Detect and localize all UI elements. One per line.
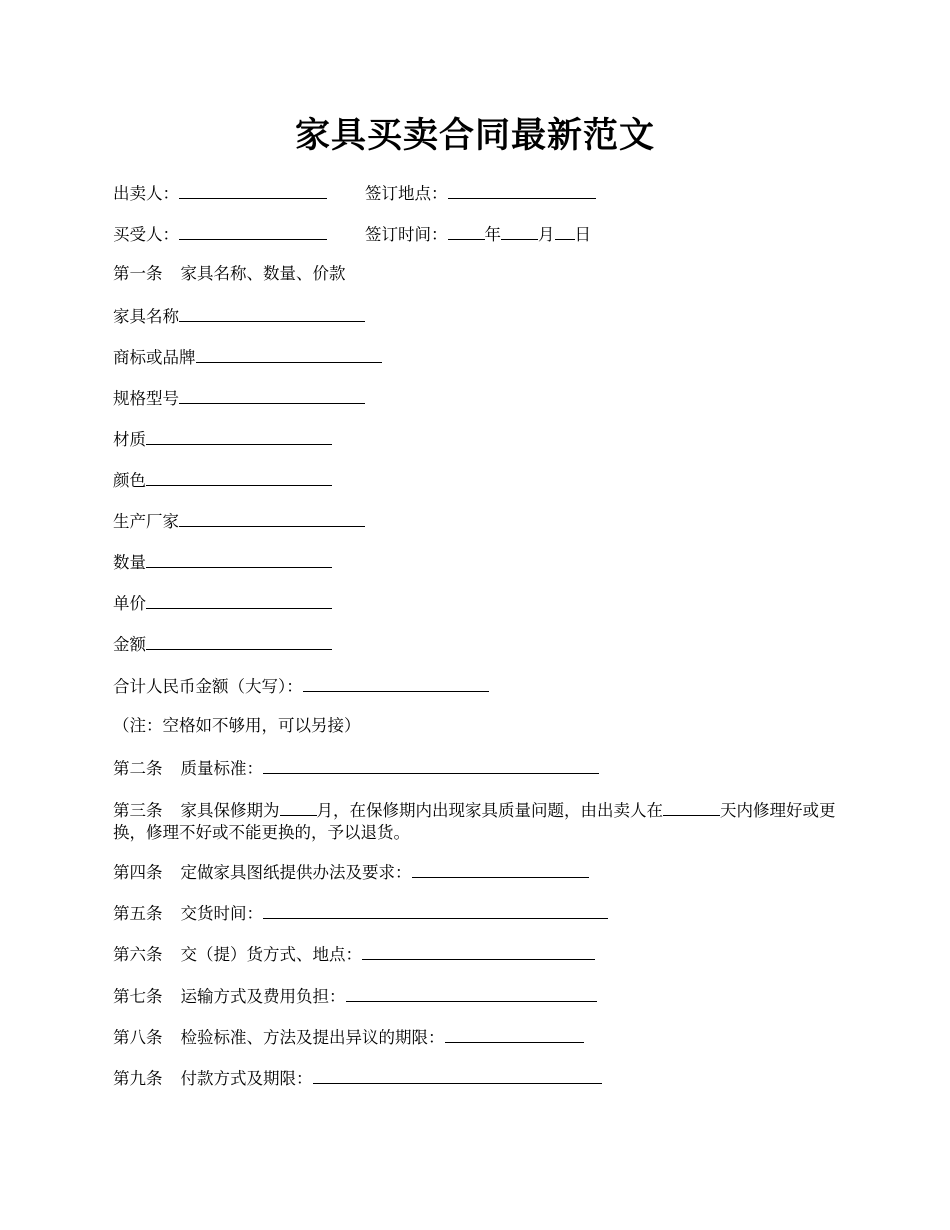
- field-blank: [179, 509, 365, 527]
- field-unit-price: [113, 591, 332, 615]
- article-blank: [445, 1025, 584, 1043]
- field-color: [113, 468, 332, 492]
- seller-label: 出卖人：: [113, 184, 179, 203]
- article-2: [113, 756, 599, 780]
- article-5: [113, 901, 608, 925]
- article-number: 第三条: [113, 801, 163, 820]
- article-blank: [263, 901, 608, 919]
- article-text: 家具保修期为: [180, 801, 280, 820]
- article-text: 天内修理好或更换，修理不好或不能更换的，予以退货。: [113, 801, 836, 842]
- field-label: 金额: [113, 635, 146, 654]
- article-blank: [313, 1066, 602, 1084]
- field-label: 规格型号: [113, 389, 179, 408]
- field-spec: [113, 386, 365, 410]
- field-blank: [146, 632, 332, 650]
- month-blank: [501, 222, 538, 240]
- seller-blank: [179, 181, 327, 199]
- field-blank: [146, 427, 332, 445]
- article-blank: [362, 942, 595, 960]
- article-1-heading: [113, 263, 346, 285]
- buyer-row: [113, 222, 591, 246]
- article-text: 交（提）货方式、地点：: [180, 945, 362, 964]
- warranty-months-blank: [280, 798, 317, 816]
- article-text: 运输方式及费用负担：: [180, 987, 346, 1006]
- field-quantity: [113, 550, 332, 574]
- article-number: 第一条: [113, 264, 163, 283]
- field-label: 商标或品牌: [113, 348, 196, 367]
- article-9: [113, 1066, 602, 1090]
- field-label: 数量: [113, 553, 146, 572]
- field-label: 单价: [113, 594, 146, 613]
- article-text: 交货时间：: [180, 904, 263, 923]
- article-7: [113, 984, 597, 1008]
- note-row: （注：空格如不够用，可以另接）: [113, 716, 361, 735]
- article-number: 第九条: [113, 1069, 163, 1088]
- article-text: 定做家具图纸提供办法及要求：: [180, 863, 412, 882]
- article-6: [113, 942, 595, 966]
- article-text: 质量标准：: [180, 759, 263, 778]
- article-number: 第五条: [113, 904, 163, 923]
- field-label: 家具名称: [113, 307, 179, 326]
- article-number: 第六条: [113, 945, 163, 964]
- article-number: 第七条: [113, 987, 163, 1006]
- sign-place-label: 签订地点：: [365, 184, 448, 203]
- article-title: 家具名称、数量、价款: [180, 264, 346, 283]
- year-blank: [448, 222, 485, 240]
- article-number: 第二条: [113, 759, 163, 778]
- article-number: 第四条: [113, 863, 163, 882]
- field-label: 材质: [113, 430, 146, 449]
- year-label: 年: [484, 225, 501, 244]
- article-3: [113, 798, 843, 844]
- buyer-label: 买受人：: [113, 225, 179, 244]
- field-blank: [146, 468, 332, 486]
- field-blank: [146, 591, 332, 609]
- article-number: 第八条: [113, 1028, 163, 1047]
- seller-row: [113, 181, 596, 205]
- article-blank: [263, 756, 599, 774]
- total-blank: [303, 674, 489, 692]
- article-blank: [412, 860, 589, 878]
- field-blank: [179, 386, 365, 404]
- field-blank: [146, 550, 332, 568]
- total-label: 合计人民币金额（大写）：: [113, 677, 303, 696]
- article-text: 付款方式及期限：: [180, 1069, 313, 1088]
- day-label: 日: [574, 225, 591, 244]
- field-blank: [179, 304, 365, 322]
- total-amount-row: [113, 674, 489, 698]
- field-blank: [196, 345, 382, 363]
- sign-time-label: 签订时间：: [365, 225, 448, 244]
- article-4: [113, 860, 589, 884]
- month-label: 月: [538, 225, 555, 244]
- field-maker: [113, 509, 365, 533]
- field-amount: [113, 632, 332, 656]
- article-text: 检验标准、方法及提出异议的期限：: [180, 1028, 445, 1047]
- buyer-blank: [179, 222, 327, 240]
- field-brand: [113, 345, 382, 369]
- document-title: 家具买卖合同最新范文: [294, 115, 655, 156]
- sign-place-blank: [448, 181, 596, 199]
- field-furniture-name: [113, 304, 365, 328]
- article-8: [113, 1025, 584, 1049]
- field-label: 生产厂家: [113, 512, 179, 531]
- repair-days-blank: [663, 798, 720, 816]
- day-blank: [555, 222, 575, 240]
- article-text: 月，在保修期内出现家具质量问题，由出卖人在: [316, 801, 663, 820]
- field-material: [113, 427, 332, 451]
- article-blank: [346, 984, 597, 1002]
- field-label: 颜色: [113, 471, 146, 490]
